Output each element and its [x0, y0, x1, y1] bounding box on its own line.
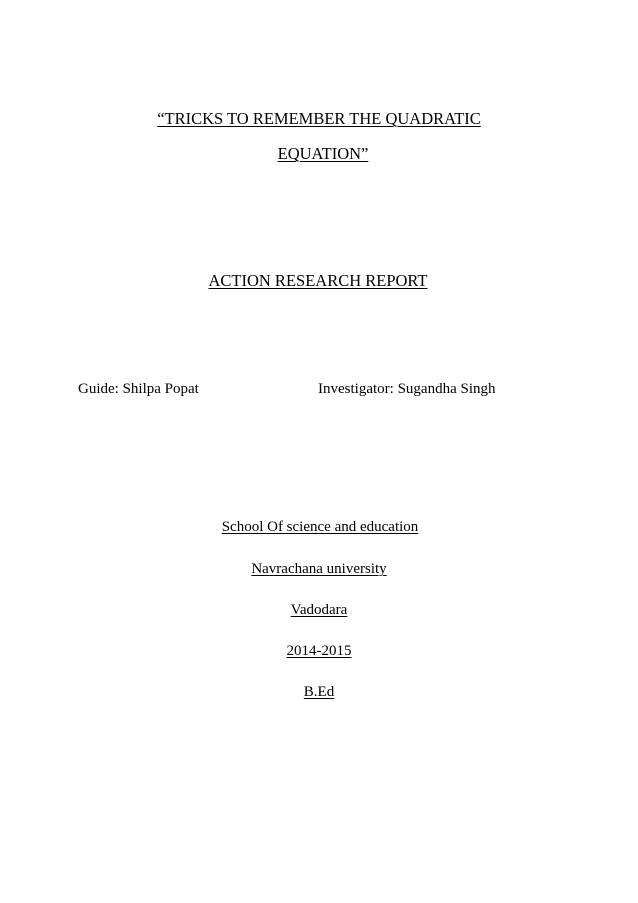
university-name-text: Navrachana university	[251, 561, 387, 577]
academic-year	[0, 644, 638, 659]
report-type	[0, 273, 637, 290]
university-name	[0, 562, 638, 577]
title-line-1	[0, 111, 638, 128]
academic-year-text: 2014-2015	[286, 643, 352, 659]
city-name	[0, 603, 638, 618]
degree-name	[0, 685, 638, 700]
city-name-text: Vadodara	[290, 602, 348, 618]
title-line-2	[4, 146, 638, 163]
investigator-name: Investigator: Sugandha Singh	[318, 381, 496, 397]
title-line-1-text: “TRICKS TO REMEMBER THE QUADRATIC	[157, 109, 481, 128]
degree-name-text: B.Ed	[303, 684, 335, 700]
report-type-text: ACTION RESEARCH REPORT	[208, 271, 428, 290]
guide-name: Guide: Shilpa Popat	[78, 381, 199, 397]
title-line-2-text: EQUATION”	[277, 144, 369, 163]
school-name	[1, 520, 638, 535]
school-name-text: School Of science and education	[221, 519, 419, 535]
